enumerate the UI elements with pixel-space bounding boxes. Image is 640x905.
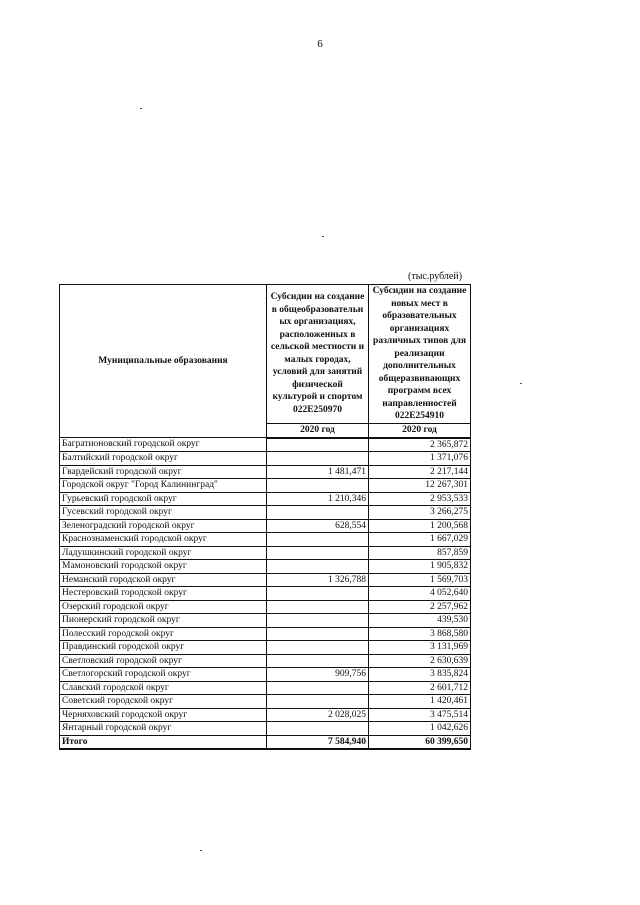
subsidy-sport-value <box>267 438 369 452</box>
municipality-name: Светлогорский городской округ <box>60 668 267 682</box>
subsidy-sport-value <box>267 546 369 560</box>
scan-speck <box>140 108 142 109</box>
scan-speck <box>322 236 324 237</box>
subsidy-sport-value: 1 210,346 <box>267 492 369 506</box>
subsidy-new-places-value: 1 667,029 <box>369 533 471 547</box>
subsidy-sport-value <box>267 614 369 628</box>
municipality-name: Ладушкинский городской округ <box>60 546 267 560</box>
table-row <box>60 546 471 560</box>
table-row <box>60 654 471 668</box>
subsidy-sport-value <box>267 587 369 601</box>
municipality-name: Озерский городской округ <box>60 600 267 614</box>
table-row <box>60 533 471 547</box>
subsidy-new-places-value: 2 257,962 <box>369 600 471 614</box>
subsidy-sport-value: 909,756 <box>267 668 369 682</box>
municipality-name: Зеленоградский городской округ <box>60 519 267 533</box>
subsidy-new-places-value: 3 868,580 <box>369 627 471 641</box>
scan-speck <box>200 850 202 851</box>
header-subsidy-sport: Субсидии на создание в общеобразовательн ых организациях, расположенных в сельской местности и малых городах, условий для занятий физической культурой и спортом 022Е250970 <box>267 285 369 424</box>
table-row <box>60 668 471 682</box>
subsidy-table <box>59 284 471 750</box>
municipality-name: Балтийский городской округ <box>60 452 267 466</box>
subsidy-new-places-value: 1 200,568 <box>369 519 471 533</box>
page-number: 6 <box>317 38 323 50</box>
subsidy-new-places-value: 12 267,301 <box>369 479 471 493</box>
subsidy-sport-value <box>267 600 369 614</box>
subsidy-new-places-value: 3 131,969 <box>369 641 471 655</box>
table-body <box>60 438 471 736</box>
total-row <box>60 735 471 749</box>
table-row <box>60 560 471 574</box>
municipality-name: Янтарный городской округ <box>60 722 267 736</box>
subsidy-sport-value <box>267 479 369 493</box>
subsidy-new-places-value: 1 569,703 <box>369 573 471 587</box>
subsidy-new-places-value: 2 601,712 <box>369 681 471 695</box>
table-row <box>60 708 471 722</box>
municipality-name: Гвардейский городской округ <box>60 465 267 479</box>
subsidy-sport-value <box>267 533 369 547</box>
municipality-name: Гусевский городской округ <box>60 506 267 520</box>
subsidy-sport-value <box>267 641 369 655</box>
municipality-name: Пионерский городской округ <box>60 614 267 628</box>
header-subsidy-new-places: Субсидии на создание новых мест в образовательных организациях различных типов для реализации дополнительных общеразвивающих программ всех направленностей 022Е254910 <box>369 285 471 424</box>
table-row <box>60 587 471 601</box>
table-row <box>60 506 471 520</box>
subsidy-sport-value <box>267 560 369 574</box>
subsidy-new-places-value: 1 420,461 <box>369 695 471 709</box>
municipality-name: Краснознаменский городской округ <box>60 533 267 547</box>
total-label: Итого <box>60 735 267 749</box>
subsidy-new-places-value: 3 266,275 <box>369 506 471 520</box>
subsidy-sport-value: 1 481,471 <box>267 465 369 479</box>
municipality-name: Советский городской округ <box>60 695 267 709</box>
table-row <box>60 519 471 533</box>
total-value-1: 7 584,940 <box>267 735 369 749</box>
table-row <box>60 641 471 655</box>
subsidy-new-places-value: 1 905,832 <box>369 560 471 574</box>
header-year-1: 2020 год <box>267 423 369 438</box>
units-note: (тыс.рублей) <box>408 271 463 282</box>
subsidy-new-places-value: 3 835,824 <box>369 668 471 682</box>
subsidy-new-places-value: 2 953,533 <box>369 492 471 506</box>
subsidy-sport-value: 628,554 <box>267 519 369 533</box>
table-row <box>60 438 471 452</box>
header-year-2: 2020 год <box>369 423 471 438</box>
subsidy-sport-value <box>267 681 369 695</box>
table-row <box>60 573 471 587</box>
municipality-name: Мамоновский городской округ <box>60 560 267 574</box>
subsidy-new-places-value: 1 371,076 <box>369 452 471 466</box>
municipality-name: Правдинский городской округ <box>60 641 267 655</box>
table-row <box>60 695 471 709</box>
subsidy-sport-value <box>267 627 369 641</box>
subsidy-sport-value <box>267 452 369 466</box>
municipality-name: Неманский городской округ <box>60 573 267 587</box>
subsidy-sport-value: 1 326,788 <box>267 573 369 587</box>
municipality-name: Полесский городской округ <box>60 627 267 641</box>
subsidy-new-places-value: 3 475,514 <box>369 708 471 722</box>
subsidy-sport-value <box>267 506 369 520</box>
municipality-name: Черняховский городской округ <box>60 708 267 722</box>
scan-speck <box>520 383 522 384</box>
subsidy-sport-value <box>267 695 369 709</box>
subsidy-new-places-value: 439,530 <box>369 614 471 628</box>
table-row <box>60 722 471 736</box>
table-row <box>60 627 471 641</box>
table-row <box>60 492 471 506</box>
municipality-name: Славский городской округ <box>60 681 267 695</box>
total-value-2: 60 399,650 <box>369 735 471 749</box>
subsidy-sport-value <box>267 722 369 736</box>
municipality-name: Нестеровский городской округ <box>60 587 267 601</box>
subsidy-new-places-value: 857,859 <box>369 546 471 560</box>
subsidy-new-places-value: 2 630,639 <box>369 654 471 668</box>
subsidy-new-places-value: 2 217,144 <box>369 465 471 479</box>
subsidy-new-places-value: 1 042,626 <box>369 722 471 736</box>
municipality-name: Городской округ "Город Калининград" <box>60 479 267 493</box>
subsidy-new-places-value: 2 365,872 <box>369 438 471 452</box>
municipality-name: Гурьевский городской округ <box>60 492 267 506</box>
table-row <box>60 452 471 466</box>
table-row <box>60 465 471 479</box>
subsidy-new-places-value: 4 052,640 <box>369 587 471 601</box>
subsidy-sport-value: 2 028,025 <box>267 708 369 722</box>
municipality-name: Багратионовский городской округ <box>60 438 267 452</box>
municipality-name: Светловский городской округ <box>60 654 267 668</box>
table-row <box>60 681 471 695</box>
header-municipalities: Муниципальные образования <box>60 285 267 438</box>
subsidy-sport-value <box>267 654 369 668</box>
table-row <box>60 600 471 614</box>
table-row <box>60 479 471 493</box>
table-row <box>60 614 471 628</box>
